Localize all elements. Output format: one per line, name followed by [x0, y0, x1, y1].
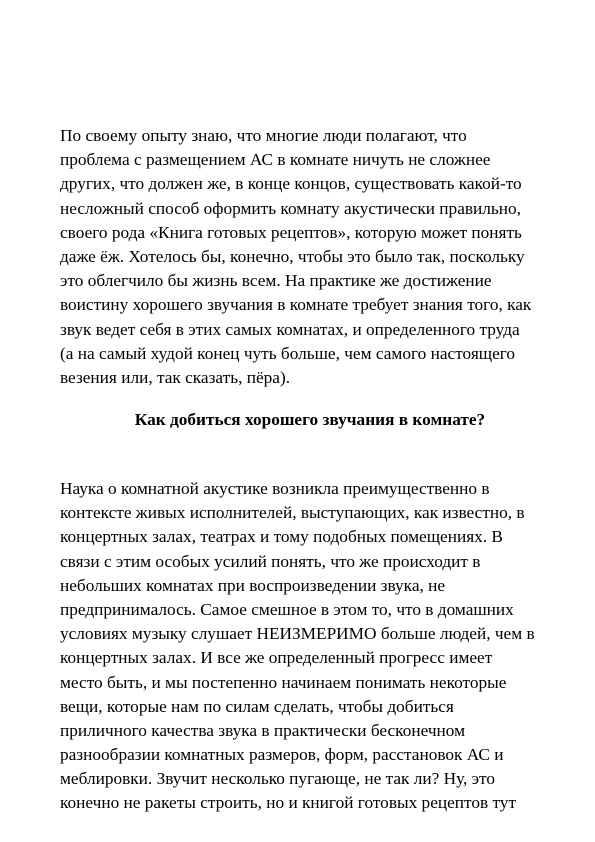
paragraph-line: разнообразии комнатных размеров, форм, расстановок АС и — [60, 745, 504, 765]
paragraph-line: везения или, так сказать, пёра). — [60, 367, 291, 387]
section-heading: Как добиться хорошего звучания в комнате? — [134, 410, 486, 429]
paragraph-line: концертных залах. И все же определенный прогресс имеет — [60, 648, 493, 668]
paragraph-line: проблема с размещением АС в комнате ничуть не сложнее — [60, 150, 491, 170]
paragraph-line: меблировки. Звучит несколько пугающе, не так ли? Ну, это — [60, 769, 496, 789]
paragraph-line: несложный способ оформить комнату акустически правильно, — [60, 198, 521, 218]
paragraph-line: воистину хорошего звучания в комнате требует знания того, как — [60, 295, 532, 315]
paragraph-line: конечно не ракеты строить, но и книгой готовых рецептов тут — [60, 793, 516, 813]
paragraph-line: концертных залах, театрах и тому подобных помещениях. В — [60, 527, 503, 547]
intro-paragraph — [60, 124, 560, 390]
paragraph-line: условиях музыку слушает НЕИЗМЕРИМО больше людей, чем в — [60, 624, 535, 644]
paragraph-line: своего рода «Книга готовых рецептов», которую может понять — [60, 222, 522, 242]
paragraph-line: других, что должен же, в конце концов, существовать какой-то — [60, 174, 522, 194]
paragraph-line: связи с этим особых усилий понять, что же происходит в — [60, 551, 481, 571]
paragraph-line: вещи, которые нам по силам сделать, чтобы добиться — [60, 696, 454, 716]
paragraph-line: даже ёж. Хотелось бы, конечно, чтобы это было так, поскольку — [60, 246, 525, 266]
paragraph-line: предпринималось. Самое смешное в этом то, что в домашних — [60, 599, 514, 619]
paragraph-line: место быть, и мы постепенно начинаем понимать некоторые — [60, 672, 507, 692]
paragraph-line: Наука о комнатной акустике возникла преимущественно в — [60, 479, 490, 498]
paragraph-line: (а на самый худой конец чуть больше, чем самого настоящего — [60, 343, 516, 363]
paragraph-line: звук ведет себя в этих самых комнатах, и определенного труда — [60, 319, 520, 339]
paragraph-line: По своему опыту знаю, что многие люди полагают, что — [60, 126, 467, 145]
body-paragraph — [60, 477, 560, 816]
paragraph-line: это облегчило бы жизнь всем. На практике же достижение — [60, 271, 492, 291]
paragraph-line: небольших комнатах при воспроизведении звука, не — [60, 575, 446, 595]
paragraph-line: контексте живых исполнителей, выступающих, как известно, в — [60, 503, 525, 523]
paragraph-line: приличного качества звука в практически бесконечном — [60, 720, 466, 740]
